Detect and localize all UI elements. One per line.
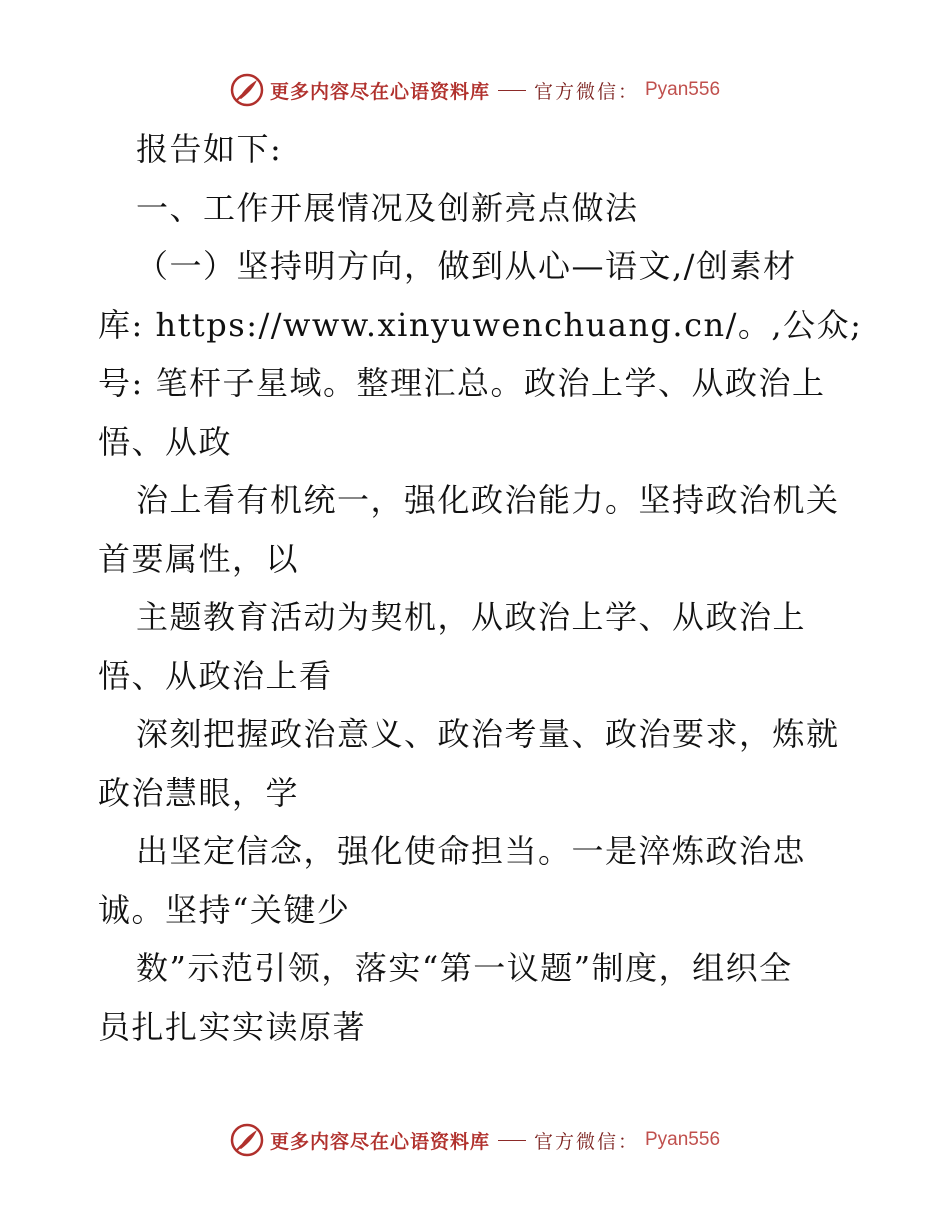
header-banner (0, 70, 950, 110)
body-line: 员扎扎实实读原著 (98, 1007, 367, 1046)
body-line: 主题教育活动为契机，从政治上学、从政治上 (136, 598, 807, 636)
banner-wechat-id: Pyan556 (645, 1129, 721, 1150)
banner-dash (498, 1140, 526, 1141)
body-line: 悟、从政治上看 (98, 656, 333, 695)
body-line: 诚。坚持“关键少 (98, 890, 351, 929)
body-line: 治上看有机统一，强化政治能力。坚持政治机关 (136, 481, 840, 519)
quill-logo-icon (230, 73, 264, 107)
body-line: 悟、从政 (98, 422, 233, 461)
body-line: 库: https://www.xinyuwenchuang.cn/。,公众; (98, 305, 863, 344)
subsection-heading: （一）坚持明方向，做到从心—语文,/创素材 (136, 247, 797, 285)
footer-banner (0, 1120, 950, 1160)
body-line: 出坚定信念，强化使命担当。一是淬炼政治忠 (136, 832, 807, 870)
body-line: 报告如下: (136, 130, 283, 168)
banner-text: 更多内容尽在心语资料库 (269, 1130, 490, 1153)
banner-wechat-label: 官方微信： (533, 80, 639, 103)
quill-logo-icon (230, 1123, 264, 1157)
section-heading: 一、工作开展情况及创新亮点做法 (136, 188, 639, 227)
body-line: 政治慧眼，学 (98, 773, 300, 812)
banner-dash (498, 90, 526, 91)
banner-wechat-id: Pyan556 (645, 79, 721, 100)
body-line: 号: 笔杆子星域。整理汇总。政治上学、从政治上 (98, 364, 826, 402)
body-line: 数”示范引领，落实“第一议题”制度，组织全 (136, 949, 793, 987)
banner-wechat-label: 官方微信： (533, 1130, 639, 1153)
document-body (98, 120, 863, 1056)
body-line: 深刻把握政治意义、政治考量、政治要求，炼就 (136, 715, 840, 753)
banner-text: 更多内容尽在心语资料库 (269, 80, 490, 103)
body-line: 首要属性，以 (98, 539, 300, 578)
